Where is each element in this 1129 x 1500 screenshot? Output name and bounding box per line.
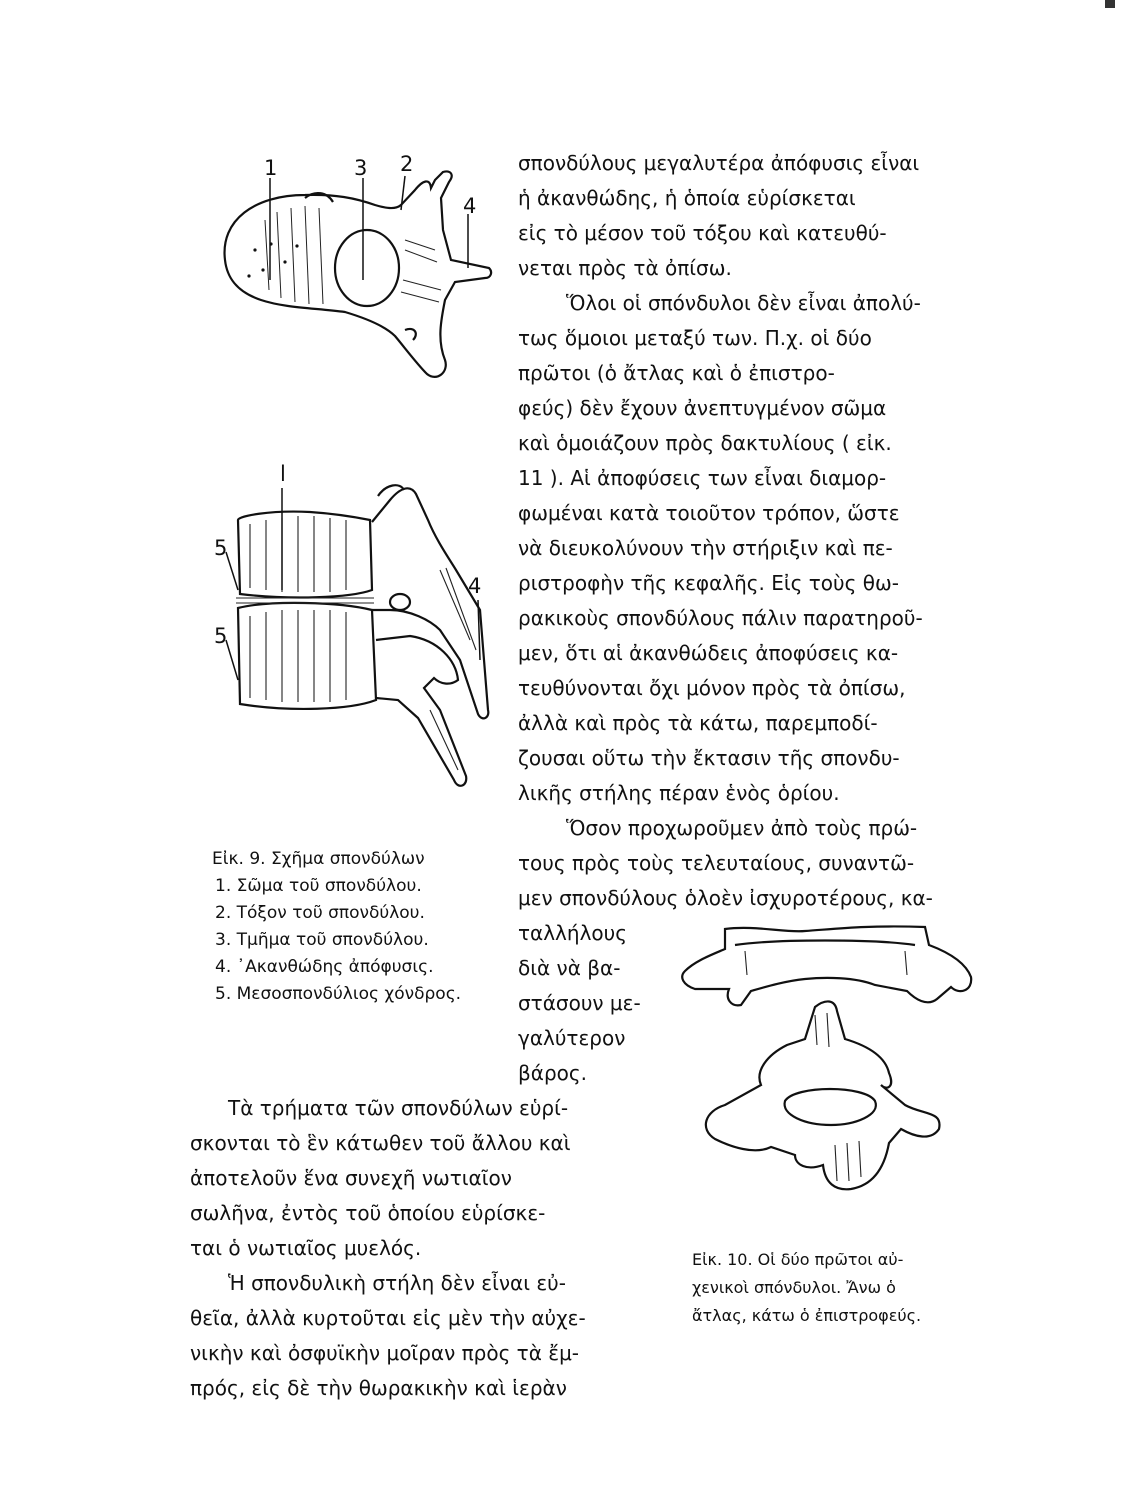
body-text-line: σκονται τὸ ἓν κάτωθεν τοῦ ἄλλου καὶ xyxy=(190,1131,571,1155)
vertebrae-side-view-drawing xyxy=(210,460,500,805)
body-text-line: ἀλλὰ καὶ πρὸς τὰ κάτω, παρεμποδί- xyxy=(518,711,878,735)
body-text-line: πρῶτοι (ὁ ἄτλας καὶ ὁ ἐπιστρο- xyxy=(518,361,835,385)
body-text-line: σπονδύλους μεγαλυτέρα ἀπόφυσις εἶναι xyxy=(518,151,920,175)
fig9-side-label-5-upper: 5 xyxy=(214,536,228,560)
fig10-caption-line: χενικοὶ σπόνδυλοι. Ἄνω ὁ xyxy=(692,1278,896,1297)
fig9-caption-item: 4. ᾿Ακανθώδης ἀπόφυσις. xyxy=(215,957,434,977)
body-text-line: στάσουν με- xyxy=(518,991,641,1015)
body-text-line: βάρος. xyxy=(518,1061,587,1085)
body-text-line: νὰ διευκολύνουν τὴν στήριξιν καὶ πε- xyxy=(518,536,893,560)
fig9-caption-item: 2. Τόξον τοῦ σπονδύλου. xyxy=(215,903,425,923)
body-text-line: ται ὁ νωτιαῖος μυελός. xyxy=(190,1236,422,1260)
body-text-line: Ἡ σπονδυλικὴ στήλη δὲν εἶναι εὐ- xyxy=(228,1271,566,1295)
body-text-line: σωλῆνα, ἐντὸς τοῦ ὁποίου εὑρίσκε- xyxy=(190,1201,546,1225)
atlas-axis-drawing xyxy=(675,915,975,1205)
scan-edge-mark xyxy=(1105,0,1115,8)
body-text-line: φεύς) δὲν ἔχουν ἀνεπτυγμένον σῶμα xyxy=(518,396,887,420)
body-text-line: μεν, ὅτι αἱ ἀκανθώδεις ἀποφύσεις κα- xyxy=(518,641,899,665)
fig10-caption-line: Εἰκ. 10. Οἱ δύο πρῶτοι αὐ- xyxy=(692,1250,904,1269)
body-text-line: μεν σπονδύλους ὁλοὲν ἰσχυροτέρους, κα- xyxy=(518,886,933,910)
figure9-top-vertebra-illustration xyxy=(205,150,505,390)
body-text-line: ταλλήλους xyxy=(518,921,627,945)
body-text-line: διὰ νὰ βα- xyxy=(518,956,621,980)
fig9-caption-title: Εἰκ. 9. Σχῆμα σπονδύλων xyxy=(212,849,425,869)
body-text-line: καὶ ὁμοιάζουν πρὸς δακτυλίους ( εἰκ. xyxy=(518,431,892,455)
body-text-line: 11 ). Αἱ ἀποφύσεις των εἶναι διαμορ- xyxy=(518,466,887,490)
fig9-top-label-2: 2 xyxy=(400,152,414,176)
vertebra-top-view-drawing xyxy=(205,150,505,390)
fig9-top-label-4: 4 xyxy=(463,194,477,218)
fig9-side-label-l: l xyxy=(280,462,286,486)
body-text-line: ριστροφὴν τῆς κεφαλῆς. Εἰς τοὺς θω- xyxy=(518,571,899,595)
body-text-line: ρακικοὺς σπονδύλους πάλιν παρατηροῦ- xyxy=(518,606,923,630)
body-text-line: εἰς τὸ μέσον τοῦ τόξου καὶ κατευθύ- xyxy=(518,221,887,245)
body-text-line: γαλύτερον xyxy=(518,1026,626,1050)
body-text-line: φωμέναι κατὰ τοιοῦτον τρόπον, ὥστε xyxy=(518,501,900,525)
body-text-line: Ὅλοι οἱ σπόνδυλοι δὲν εἶναι ἀπολύ- xyxy=(566,291,921,315)
fig9-caption-item: 5. Μεσοσπονδύλιος χόνδρος. xyxy=(215,984,462,1004)
body-text-line: νικὴν καὶ ὀσφυϊκὴν μοῖραν πρὸς τὰ ἔμ- xyxy=(190,1341,580,1365)
body-text-line: ζουσαι οὕτω τὴν ἔκτασιν τῆς σπονδυ- xyxy=(518,746,900,770)
body-text-line: Ὅσον προχωροῦμεν ἀπὸ τοὺς πρώ- xyxy=(566,816,918,840)
body-text-line: Τὰ τρήματα τῶν σπονδύλων εὑρί- xyxy=(228,1096,569,1120)
fig9-side-label-5-lower: 5 xyxy=(214,624,228,648)
fig10-caption-line: ἄτλας, κάτω ὁ ἐπιστροφεύς. xyxy=(692,1306,922,1325)
fig9-caption-item: 1. Σῶμα τοῦ σπονδύλου. xyxy=(215,876,422,896)
fig9-caption-item: 3. Τμῆμα τοῦ σπονδύλου. xyxy=(215,930,429,950)
body-text-line: ἀποτελοῦν ἕνα συνεχῆ νωτιαῖον xyxy=(190,1166,512,1190)
figure9-side-vertebrae-illustration xyxy=(210,460,500,805)
fig9-top-label-1: 1 xyxy=(264,156,278,180)
body-text-line: τευθύνονται ὄχι μόνον πρὸς τὰ ὀπίσω, xyxy=(518,676,906,700)
fig9-side-label-4: 4 xyxy=(468,574,482,598)
body-text-line: ἡ ἀκανθώδης, ἡ ὁποία εὑρίσκεται xyxy=(518,186,856,210)
body-text-line: τους πρὸς τοὺς τελευταίους, συναντῶ- xyxy=(518,851,915,875)
body-text-line: πρός, εἰς δὲ τὴν θωρακικὴν καὶ ἱερὰν xyxy=(190,1376,567,1400)
body-text-line: θεῖα, ἀλλὰ κυρτοῦται εἰς μὲν τὴν αὐχε- xyxy=(190,1306,586,1330)
figure10-atlas-axis-illustration xyxy=(675,915,975,1205)
body-text-line: λικῆς στήλης πέραν ἑνὸς ὁρίου. xyxy=(518,781,840,805)
body-text-line: νεται πρὸς τὰ ὀπίσω. xyxy=(518,256,732,280)
fig9-top-label-3: 3 xyxy=(354,156,368,180)
body-text-line: τως ὅμοιοι μεταξύ των. Π.χ. οἱ δύο xyxy=(518,326,872,350)
